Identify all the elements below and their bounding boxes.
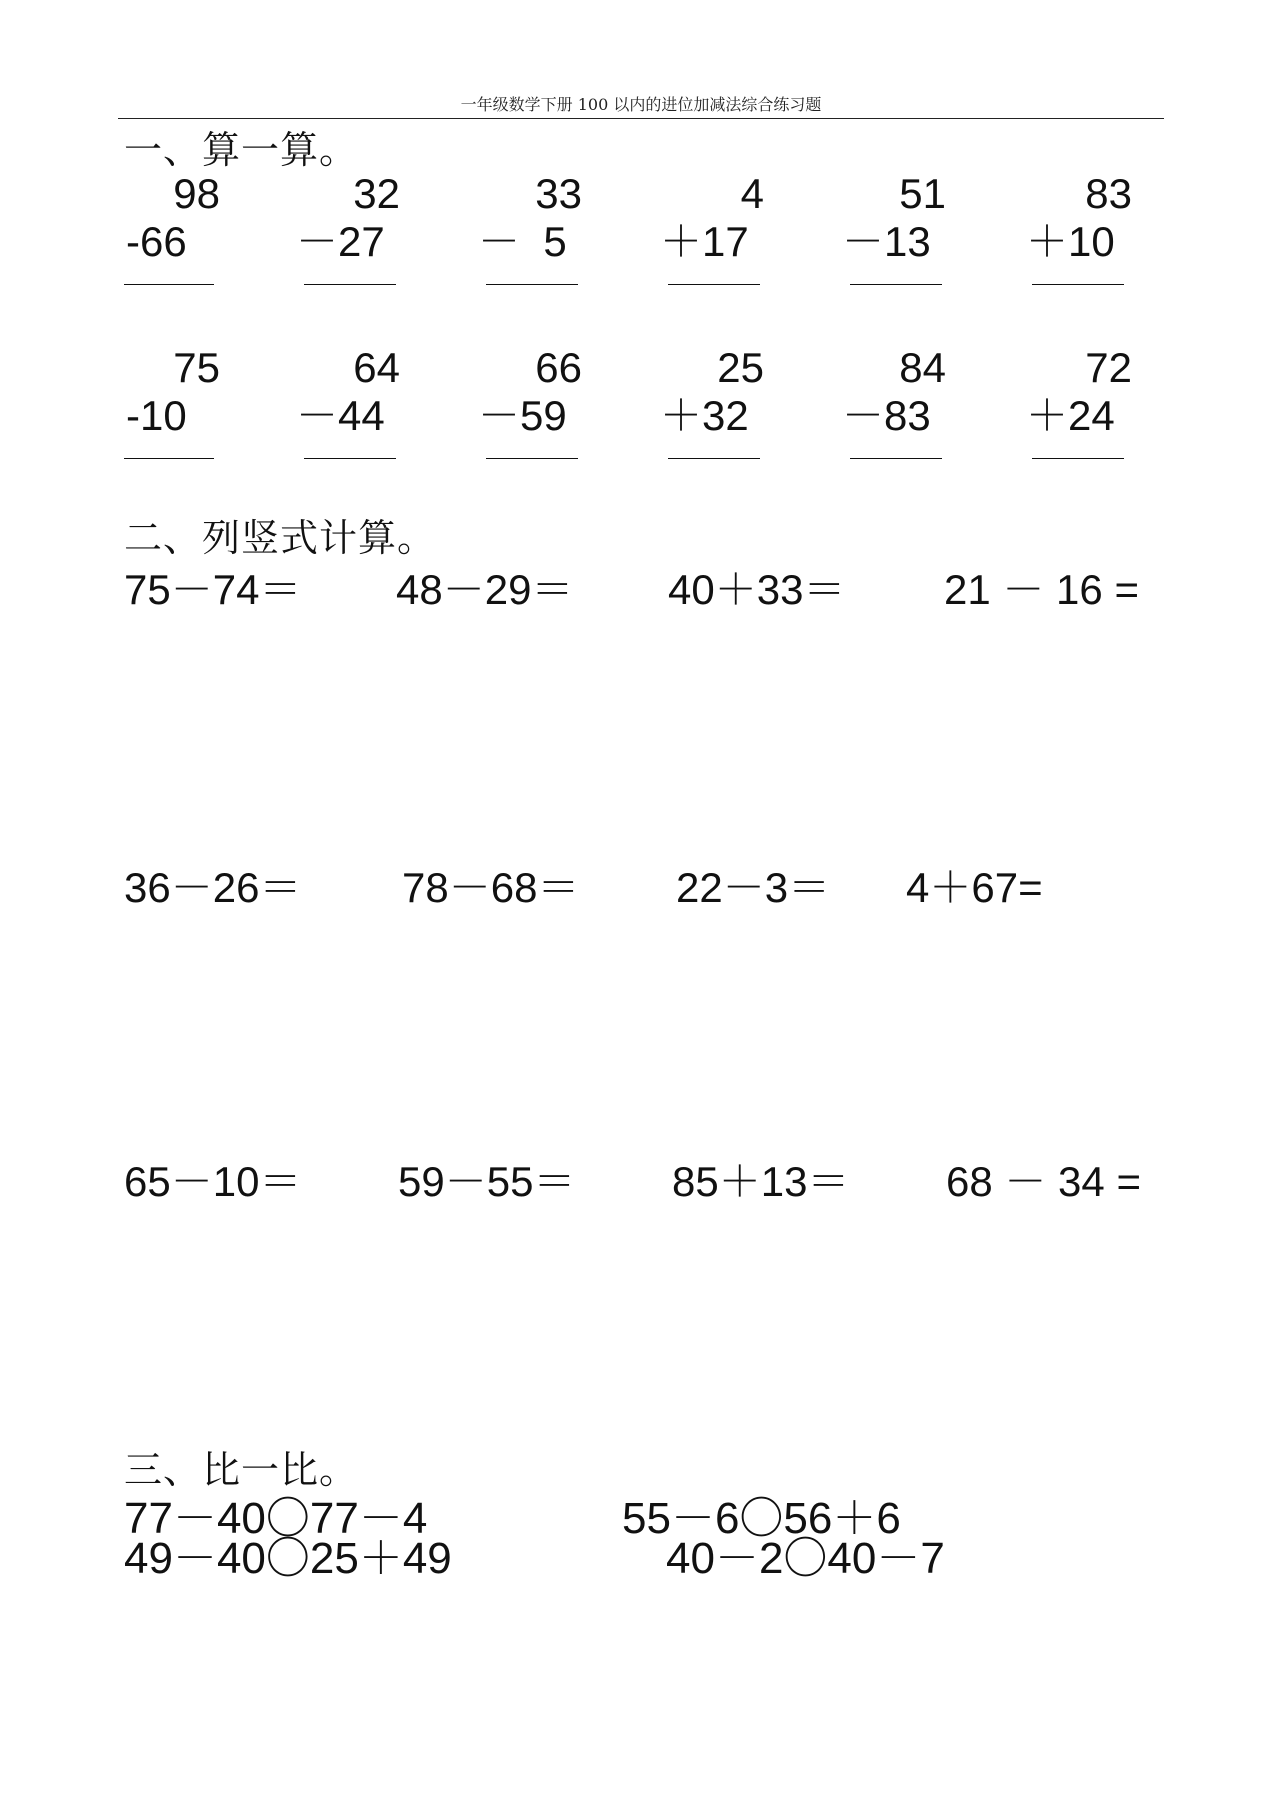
problem-2-2-top: 64 bbox=[353, 344, 400, 391]
problem-2-1-bottom: -10 bbox=[126, 392, 187, 439]
section2-title: 二、列竖式计算。 bbox=[124, 516, 437, 560]
compare-item-3: 49－40〇25＋49 bbox=[124, 1534, 452, 1583]
vertical-calc-3-1: 65－10＝ bbox=[124, 1158, 302, 1205]
problem-2-5-top: 84 bbox=[899, 344, 946, 391]
problem-1-6-bottom: ＋10 bbox=[1026, 218, 1115, 265]
vertical-calc-3-2: 59－55＝ bbox=[398, 1158, 576, 1205]
problem-1-1-bottom: -66 bbox=[126, 218, 187, 265]
vertical-calc-2-1: 36－26＝ bbox=[124, 864, 302, 911]
problem-1-6-top: 83 bbox=[1085, 170, 1132, 217]
problem-2-6-bottom: ＋24 bbox=[1026, 392, 1115, 439]
section1-title: 一、算一算。 bbox=[124, 128, 359, 172]
answer-line-2-4 bbox=[668, 458, 760, 459]
problem-2-3-top: 66 bbox=[535, 344, 582, 391]
problem-1-5-bottom: －13 bbox=[842, 218, 931, 265]
compare-item-1: 77－40〇77－4 bbox=[124, 1494, 428, 1543]
vertical-calc-3-4: 68 － 34 = bbox=[946, 1158, 1141, 1205]
problem-1-2-bottom: －27 bbox=[296, 218, 385, 265]
problem-2-2-bottom: －44 bbox=[296, 392, 385, 439]
problem-2-1-top: 75 bbox=[173, 344, 220, 391]
problem-1-4-top: 4 bbox=[740, 170, 764, 217]
problem-1-4-bottom: ＋17 bbox=[660, 218, 749, 265]
page-header-title: 一年级数学下册 100 以内的进位加减法综合练习题 bbox=[460, 95, 822, 114]
answer-line-2-1 bbox=[124, 458, 214, 459]
vertical-calc-1-2: 48－29＝ bbox=[396, 566, 574, 613]
problem-2-4-bottom: ＋32 bbox=[660, 392, 749, 439]
vertical-calc-1-1: 75－74＝ bbox=[124, 566, 302, 613]
problem-1-5-top: 51 bbox=[899, 170, 946, 217]
vertical-calc-1-3: 40＋33＝ bbox=[668, 566, 846, 613]
problem-2-3-bottom: －59 bbox=[478, 392, 567, 439]
vertical-calc-2-4: 4＋67= bbox=[906, 864, 1043, 911]
vertical-calc-3-3: 85＋13＝ bbox=[672, 1158, 850, 1205]
problem-1-3-top: 33 bbox=[535, 170, 582, 217]
vertical-calc-2-3: 22－3＝ bbox=[676, 864, 831, 911]
problem-2-4-top: 25 bbox=[717, 344, 764, 391]
problem-1-3-bottom: － 5 bbox=[478, 218, 567, 265]
answer-line-1-5 bbox=[850, 284, 942, 285]
vertical-calc-1-4: 21 － 16 = bbox=[944, 566, 1139, 613]
answer-line-1-4 bbox=[668, 284, 760, 285]
problem-1-1-top: 98 bbox=[173, 170, 220, 217]
answer-line-1-3 bbox=[486, 284, 578, 285]
problem-2-6-top: 72 bbox=[1085, 344, 1132, 391]
answer-line-2-3 bbox=[486, 458, 578, 459]
answer-line-2-5 bbox=[850, 458, 942, 459]
answer-line-1-2 bbox=[304, 284, 396, 285]
answer-line-1-1 bbox=[124, 284, 214, 285]
answer-line-2-6 bbox=[1032, 458, 1124, 459]
header-rule bbox=[118, 118, 1164, 119]
answer-line-1-6 bbox=[1032, 284, 1124, 285]
answer-line-2-2 bbox=[304, 458, 396, 459]
vertical-calc-2-2: 78－68＝ bbox=[402, 864, 580, 911]
compare-item-4: 40－2〇40－7 bbox=[666, 1534, 945, 1583]
problem-1-2-top: 32 bbox=[353, 170, 400, 217]
problem-2-5-bottom: －83 bbox=[842, 392, 931, 439]
compare-item-2: 55－6〇56＋6 bbox=[622, 1494, 901, 1543]
section3-title: 三、比一比。 bbox=[124, 1448, 359, 1492]
